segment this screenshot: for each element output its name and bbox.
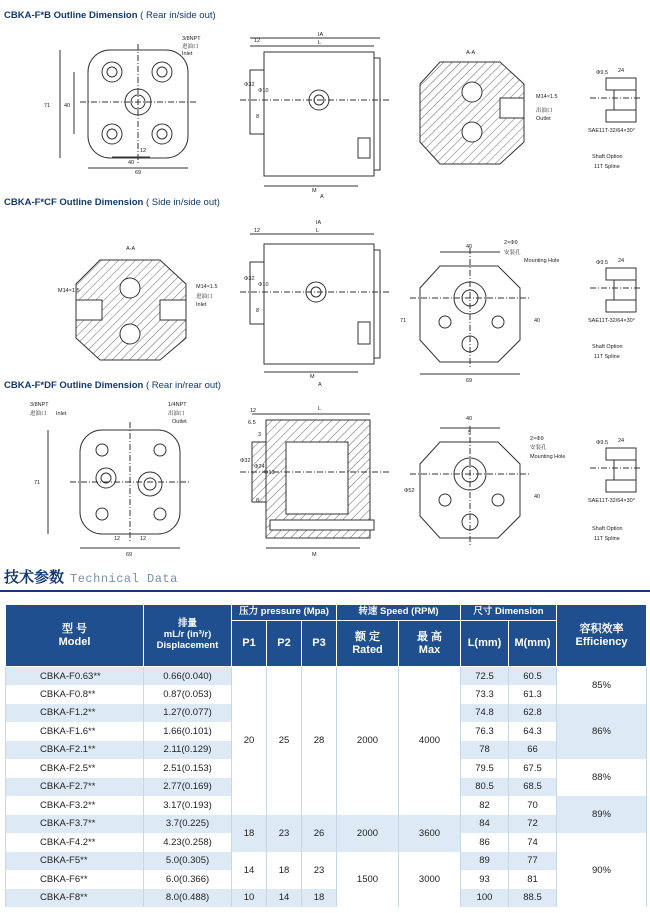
technical-data-heading — [4, 566, 178, 587]
dim-text: 12 — [254, 228, 261, 234]
cell-max: 3000 — [399, 852, 461, 908]
header-disp-cn: 排量 — [177, 618, 197, 630]
dim-text: 3 — [258, 432, 262, 438]
dim-text: L — [316, 228, 320, 234]
cell-p3: 18 — [302, 889, 337, 908]
dim-text: 12 — [140, 148, 147, 154]
cell-m: 68.5 — [509, 778, 557, 797]
cell-l: 82 — [461, 796, 509, 815]
dim-text: 8 — [256, 498, 260, 504]
cell-p3: 23 — [302, 852, 337, 889]
cell-l: 74.8 — [461, 704, 509, 723]
dim-text: 12 — [114, 536, 121, 542]
dim-text: 12 — [250, 408, 257, 414]
dim-text: 8 — [256, 114, 260, 120]
cell-m: 66 — [509, 741, 557, 760]
dim-text: M — [310, 374, 315, 380]
header-model-en: Model — [58, 635, 91, 648]
port-label: Inlet — [182, 51, 193, 57]
cell-m: 61.3 — [509, 685, 557, 704]
cell-rated: 1500 — [337, 852, 399, 908]
front-view-b — [60, 44, 196, 168]
header-max-cn: 最 高 — [416, 630, 443, 643]
cell-efficiency: 88% — [557, 759, 647, 796]
cell-rated: 2000 — [337, 815, 399, 852]
cell-displacement: 3.7(0.225) — [144, 815, 232, 834]
technical-data-table — [5, 604, 647, 907]
cell-m: 62.8 — [509, 704, 557, 723]
dim-text: 71 — [400, 318, 407, 324]
dim-text: IA — [318, 32, 324, 38]
dim-text: 69 — [466, 378, 473, 384]
front-view-mount-cf — [410, 248, 530, 374]
cell-p1: 14 — [232, 852, 267, 889]
dim-text: 69 — [135, 170, 142, 176]
cell-m: 70 — [509, 796, 557, 815]
section-label: A-A — [126, 246, 136, 252]
cell-p3: 28 — [302, 667, 337, 815]
header-m: M(mm) — [509, 621, 557, 667]
header-rated — [337, 621, 399, 667]
port-label: 3/8NPT — [182, 36, 201, 42]
port-label: 1/4NPT — [168, 402, 187, 408]
dim-text: L — [318, 406, 322, 412]
cell-p2: 23 — [267, 815, 302, 852]
dim-text: IA — [316, 220, 322, 226]
header-model — [6, 605, 144, 667]
header-model-cn: 型 号 — [61, 622, 88, 635]
spline-label: 11T Spline — [594, 164, 620, 170]
dim-text: 69 — [126, 552, 133, 558]
cell-model: CBKA-F3.7** — [6, 815, 144, 834]
cell-l: 76.3 — [461, 722, 509, 741]
cell-displacement: 8.0(0.488) — [144, 889, 232, 908]
dim-text: Φ10 — [258, 88, 269, 94]
cell-displacement: 4.23(0.258) — [144, 833, 232, 852]
port-label: 进油口 — [196, 294, 213, 300]
cell-max: 4000 — [399, 667, 461, 815]
cell-p1: 18 — [232, 815, 267, 852]
cell-l: 93 — [461, 870, 509, 889]
hole-label: 2×Φ9 — [530, 436, 544, 442]
table-row — [6, 852, 647, 871]
cell-m: 72 — [509, 815, 557, 834]
cell-efficiency: 86% — [557, 704, 647, 760]
spline-code-label: SAE11T-32/64×30° — [588, 318, 635, 324]
dim-text: Φ10 — [258, 282, 269, 288]
port-label: 进油口 — [30, 411, 47, 417]
technical-data-title-cn: 技术参数 — [4, 569, 65, 586]
header-efficiency — [557, 605, 647, 667]
table-row — [6, 667, 647, 686]
hole-label: Mounting Hole — [524, 258, 560, 264]
header-rated-cn: 额 定 — [354, 630, 381, 643]
header-l: L(mm) — [461, 621, 509, 667]
cell-m: 81 — [509, 870, 557, 889]
cell-model: CBKA-F2.1** — [6, 741, 144, 760]
side-view-cf — [240, 234, 390, 372]
cell-p2: 14 — [267, 889, 302, 908]
header-p2: P2 — [267, 621, 302, 667]
cell-efficiency: 85% — [557, 667, 647, 704]
thread-label: M14×1.5 — [58, 288, 80, 294]
cell-displacement: 3.17(0.193) — [144, 796, 232, 815]
section-title-text: CBKA-F*CF Outline Dimension — [4, 197, 144, 208]
dim-text: Φ9.5 — [596, 440, 609, 446]
dim-text: 24 — [618, 68, 625, 74]
header-p3: P3 — [302, 621, 337, 667]
port-label: Outlet — [172, 419, 187, 425]
cell-m: 67.5 — [509, 759, 557, 778]
header-rated-en: Rated — [352, 643, 383, 656]
cell-displacement: 0.87(0.053) — [144, 685, 232, 704]
dim-text: 6.5 — [248, 420, 256, 426]
header-speed: 转速 Speed (RPM) — [337, 605, 461, 621]
header-displacement — [144, 605, 232, 667]
port-label: Outlet — [536, 116, 551, 122]
dim-text: L — [318, 40, 322, 46]
technical-data-title-en: Technical Data — [70, 572, 178, 586]
header-disp-en: Displacement — [156, 639, 219, 651]
hole-label: 2×Φ9 — [504, 240, 518, 246]
dim-text: 40 — [128, 160, 135, 166]
port-label: 3/8NPT — [30, 402, 49, 408]
cell-l: 78 — [461, 741, 509, 760]
cell-p3: 26 — [302, 815, 337, 852]
dim-text: Φ9.5 — [596, 260, 609, 266]
section-title-text: CBKA-F*DF Outline Dimension — [4, 380, 144, 391]
cell-max: 3600 — [399, 815, 461, 852]
dim-text: Φ32 — [240, 458, 251, 464]
dim-text: 71 — [34, 480, 41, 486]
hole-label: Mounting Hole — [530, 454, 566, 460]
cell-displacement: 0.66(0.040) — [144, 667, 232, 686]
section-label: A-A — [466, 50, 476, 56]
cell-m: 64.3 — [509, 722, 557, 741]
port-label: 出油口 — [168, 411, 185, 417]
shaft-option-label: Shaft Option — [592, 154, 623, 160]
dim-text: 40 — [534, 318, 541, 324]
front-view-df — [48, 422, 190, 548]
table-row — [6, 815, 647, 834]
section-subtitle-text: ( Side in/side out) — [145, 197, 220, 208]
shaft-detail-df — [590, 448, 642, 492]
header-max — [399, 621, 461, 667]
cell-efficiency: 90% — [557, 833, 647, 907]
dim-text: Φ32 — [244, 276, 255, 282]
outline-drawings — [0, 22, 650, 562]
cell-l: 79.5 — [461, 759, 509, 778]
hole-label: 安装孔 — [530, 445, 547, 451]
section-view-aa-cf — [76, 260, 186, 360]
port-label: 进油口 — [182, 44, 199, 50]
spline-code-label: SAE11T-32/64×30° — [588, 128, 635, 134]
dim-text: 40 — [534, 494, 541, 500]
dim-text: 8 — [256, 308, 260, 314]
heading-divider — [0, 590, 650, 592]
cell-model: CBKA-F0.8** — [6, 685, 144, 704]
cell-model: CBKA-F1.6** — [6, 722, 144, 741]
cell-l: 86 — [461, 833, 509, 852]
cell-m: 74 — [509, 833, 557, 852]
cell-displacement: 6.0(0.366) — [144, 870, 232, 889]
cell-model: CBKA-F2.7** — [6, 778, 144, 797]
dim-text: 40 — [466, 244, 473, 250]
dim-text: M — [312, 188, 317, 194]
dim-text: 40 — [64, 103, 71, 109]
section-subtitle-text: ( Rear in/rear out) — [145, 380, 221, 391]
header-disp-unit: mL/r (in³/r) — [163, 629, 212, 641]
section-title-b — [4, 10, 216, 21]
spline-code-label: SAE11T-32/64×30° — [588, 498, 635, 504]
dim-text: 71 — [44, 103, 51, 109]
shaft-option-label: Shaft Option — [592, 526, 623, 532]
cell-l: 84 — [461, 815, 509, 834]
cell-m: 77 — [509, 852, 557, 871]
spline-label: 11T Spline — [594, 536, 620, 542]
dim-text: 12 — [140, 536, 147, 542]
thread-label: M14×1.5 — [196, 284, 218, 290]
port-label: 出油口 — [536, 108, 553, 114]
port-label: Inlet — [196, 302, 207, 308]
cell-model: CBKA-F3.2** — [6, 796, 144, 815]
cell-model: CBKA-F8** — [6, 889, 144, 908]
cell-model: CBKA-F2.5** — [6, 759, 144, 778]
section-view-aa-b — [420, 62, 524, 164]
section-side-view-df — [240, 414, 390, 548]
side-view-b — [240, 38, 390, 186]
dim-text: 24 — [618, 258, 625, 264]
dim-text: M — [312, 552, 317, 558]
cell-p1: 20 — [232, 667, 267, 815]
table-row — [6, 889, 647, 908]
cell-l: 100 — [461, 889, 509, 908]
dim-text: A — [318, 382, 322, 388]
dim-text: Φ52 — [404, 488, 415, 494]
dim-text: Φ24 — [254, 464, 265, 470]
dim-text: Φ9.5 — [596, 70, 609, 76]
cell-displacement: 2.51(0.153) — [144, 759, 232, 778]
section-title-text: CBKA-F*B Outline Dimension — [4, 10, 138, 21]
shaft-detail-cf — [590, 268, 642, 312]
cell-model: CBKA-F1.2** — [6, 704, 144, 723]
cell-l: 73.3 — [461, 685, 509, 704]
cell-m: 60.5 — [509, 667, 557, 686]
header-eff-cn: 容积效率 — [579, 622, 624, 635]
cell-displacement: 1.27(0.077) — [144, 704, 232, 723]
thread-label: M14×1.5 — [536, 94, 558, 100]
cell-p2: 18 — [267, 852, 302, 889]
cell-l: 80.5 — [461, 778, 509, 797]
hole-label: 安装孔 — [504, 250, 521, 256]
cell-displacement: 2.77(0.169) — [144, 778, 232, 797]
cell-l: 89 — [461, 852, 509, 871]
cell-model: CBKA-F6** — [6, 870, 144, 889]
header-eff-en: Efficiency — [575, 635, 628, 648]
header-max-en: Max — [418, 643, 441, 656]
cell-model: CBKA-F5** — [6, 852, 144, 871]
cell-m: 88.5 — [509, 889, 557, 908]
cell-l: 72.5 — [461, 667, 509, 686]
cell-p1: 10 — [232, 889, 267, 908]
cell-displacement: 5.0(0.305) — [144, 852, 232, 871]
dim-text: 12 — [254, 38, 261, 44]
dim-text: 5 — [468, 430, 472, 436]
header-pressure: 压力 pressure (Mpa) — [232, 605, 337, 621]
cell-displacement: 1.66(0.101) — [144, 722, 232, 741]
front-view-mount-df — [410, 426, 530, 546]
cell-p2: 25 — [267, 667, 302, 815]
cell-displacement: 2.11(0.129) — [144, 741, 232, 760]
section-subtitle-text: ( Rear in/side out) — [140, 10, 216, 21]
cell-model: CBKA-F0.63** — [6, 667, 144, 686]
shaft-detail-b — [590, 78, 642, 122]
cell-rated: 2000 — [337, 667, 399, 815]
dim-text: 24 — [618, 438, 625, 444]
dim-text: Φ32 — [244, 82, 255, 88]
header-dimension: 尺寸 Dimension — [461, 605, 557, 621]
dim-text: A — [320, 194, 324, 200]
dim-text: Φ10 — [264, 470, 275, 476]
port-label: Inlet — [56, 411, 67, 417]
cell-efficiency: 89% — [557, 796, 647, 833]
header-p1: P1 — [232, 621, 267, 667]
cell-model: CBKA-F4.2** — [6, 833, 144, 852]
shaft-option-label: Shaft Option — [592, 344, 623, 350]
spline-label: 11T Spline — [594, 354, 620, 360]
dim-text: 40 — [466, 416, 473, 422]
